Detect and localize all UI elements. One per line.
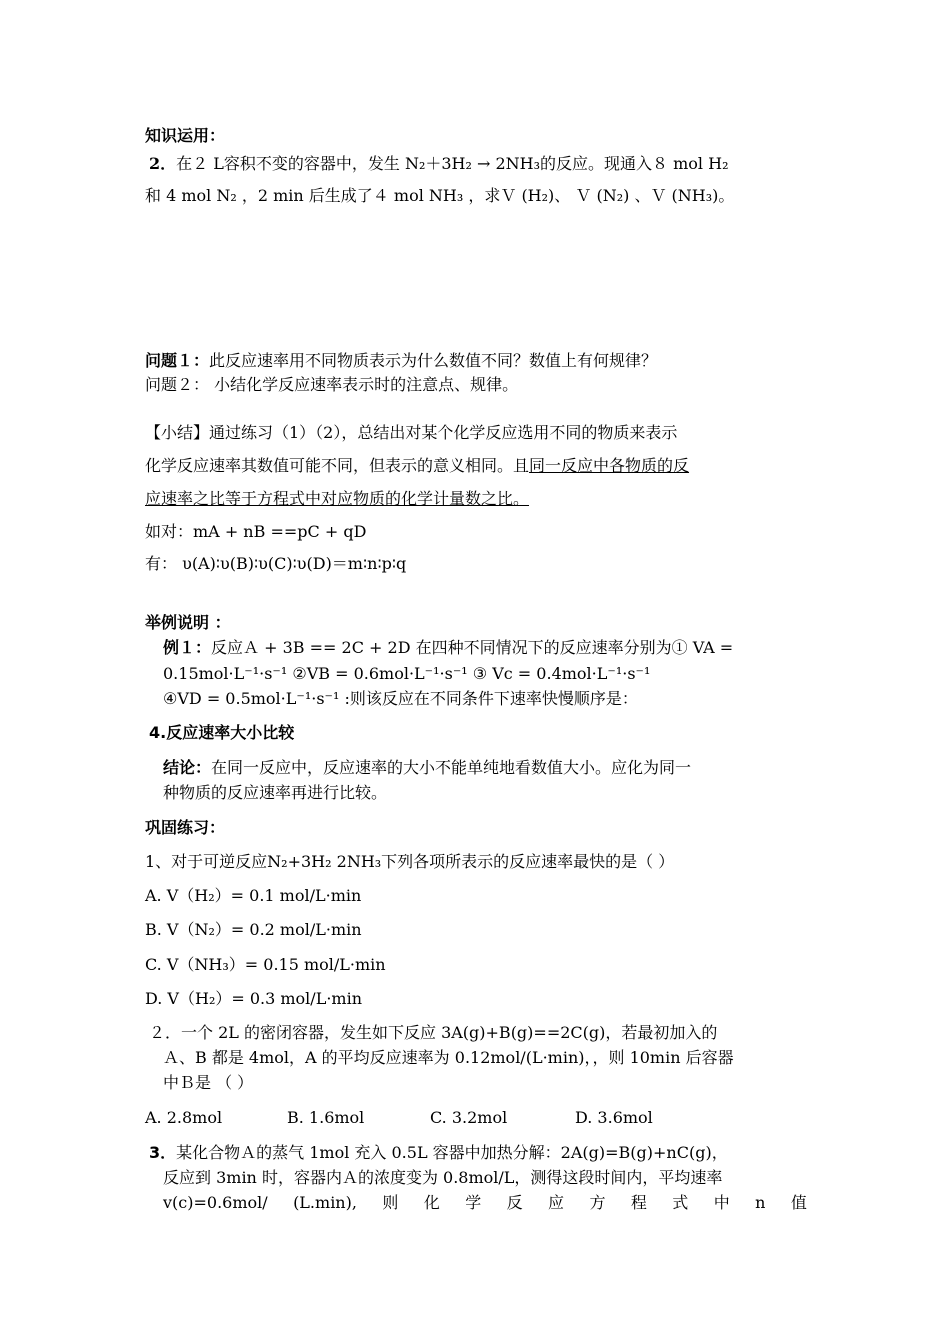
summary-rule-underlined: 同一反应中各物质的反 (529, 456, 690, 475)
practice-2-line-2: Ａ、B 都是 4mol，A 的平均反应速率为 0.12mol/(L·min)，，则 10min 后容器 (163, 1048, 734, 1067)
practice-1-option-c: C. V（NH₃）= 0.15 mol/L·min (145, 955, 386, 974)
practice-3-number: 3． (149, 1143, 177, 1162)
question-1: 问题１：此反应速率用不同物质表示为什么数值不同？数值上有何规律？ (145, 351, 658, 370)
practice-1-option-b: B. V（N₂）= 0.2 mol/L·min (145, 920, 362, 939)
practice-2-option-b: B. 1.6mol (287, 1108, 365, 1127)
practice-2-line-3: 中Ｂ是 （ ） (163, 1073, 254, 1092)
practice-2-line-1: ２．一个 2L 的密闭容器，发生如下反应 3A(g)+B(g)==2C(g)，若最初加入的 (149, 1023, 718, 1042)
question-2-number: 2． (149, 154, 177, 173)
summary-line-3: 应速率之比等于方程式中对应物质的化学计量数之比。 (145, 489, 530, 508)
practice-1-option-d: D. V（H₂）= 0.3 mol/L·min (145, 989, 362, 1008)
section-heading-knowledge: 知识运用： (145, 126, 226, 145)
conclusion-line-1: 结论：在同一反应中，反应速率的大小不能单纯地看数值大小。应化为同一 (163, 758, 692, 777)
practice-3-line-2: 反应到 3min 时，容器内Ａ的浓度变为 0.8mol/L，测得这段时间内，平均速率 (163, 1168, 723, 1187)
section-heading-compare: 4.反应速率大小比较 (149, 723, 295, 742)
practice-2-option-a: A. 2.8mol (145, 1108, 223, 1127)
question-2: 问题２： 小结化学反应速率表示时的注意点、规律。 (145, 375, 519, 394)
practice-3-line-3: v(c)=0.6mol/ (L.min), 则 化 学 反 应 方 程 式 中 n 值 (163, 1193, 807, 1212)
summary-line-2: 化学反应速率其数值可能不同，但表示的意义相同。且同一反应中各物质的反 (145, 456, 690, 475)
practice-1-stem: 1、对于可逆反应N₂+3H₂ 2NH₃下列各项所表示的反应速率最快的是（ ） (145, 852, 675, 871)
question-2-line-2: 和 4 mol N₂ ，2 min 后生成了４ mol NH₃ ，求Ｖ (H₂)、 Ｖ (N₂) 、Ｖ (NH₃)。 (145, 186, 735, 205)
conclusion-line-2: 种物质的反应速率再进行比较。 (163, 783, 388, 802)
practice-2-option-c: C. 3.2mol (430, 1108, 508, 1127)
example-1-line-3: ④VD = 0.5mol·L⁻¹·s⁻¹ :则该反应在不同条件下速率快慢顺序是： (163, 689, 638, 708)
section-heading-practice: 巩固练习： (145, 818, 226, 837)
summary-example-equation: 如对：mA + nB ==pC + qD (145, 522, 367, 541)
conclusion-label: 结论： (163, 758, 212, 777)
question-2-line-1: 2．在２ L容积不变的容器中，发生 N₂＋3H₂ → 2NH₃的反应。现通入８ mol H₂ (149, 154, 729, 173)
example-1-line-1: 例１：反应Ａ + 3B == 2C + 2D 在四种不同情况下的反应速率分别为① VA = (163, 638, 734, 657)
summary-ratio: 有： υ(A)∶υ(B)∶υ(C)∶υ(D)＝m∶n∶p∶q (145, 554, 407, 573)
example-1-label: 例１： (163, 638, 212, 657)
practice-2-option-d: D. 3.6mol (575, 1108, 653, 1127)
summary-line-1: 【小结】通过练习（1）（2），总结出对某个化学反应选用不同的物质来表示 (145, 423, 678, 442)
example-1-line-2: 0.15mol·L⁻¹·s⁻¹ ②VB = 0.6mol·L⁻¹·s⁻¹ ③ Vc = 0.4mol·L⁻¹·s⁻¹ (163, 664, 651, 683)
practice-3-line-1: 3．某化合物Ａ的蒸气 1mol 充入 0.5L 容器中加热分解：2A(g)=B(g)+nC(g)， (149, 1143, 728, 1162)
practice-1-option-a: A. V（H₂）= 0.1 mol/L·min (145, 886, 362, 905)
question-1-label: 问题１： (145, 351, 210, 370)
section-heading-example: 举例说明 ： (145, 613, 231, 632)
